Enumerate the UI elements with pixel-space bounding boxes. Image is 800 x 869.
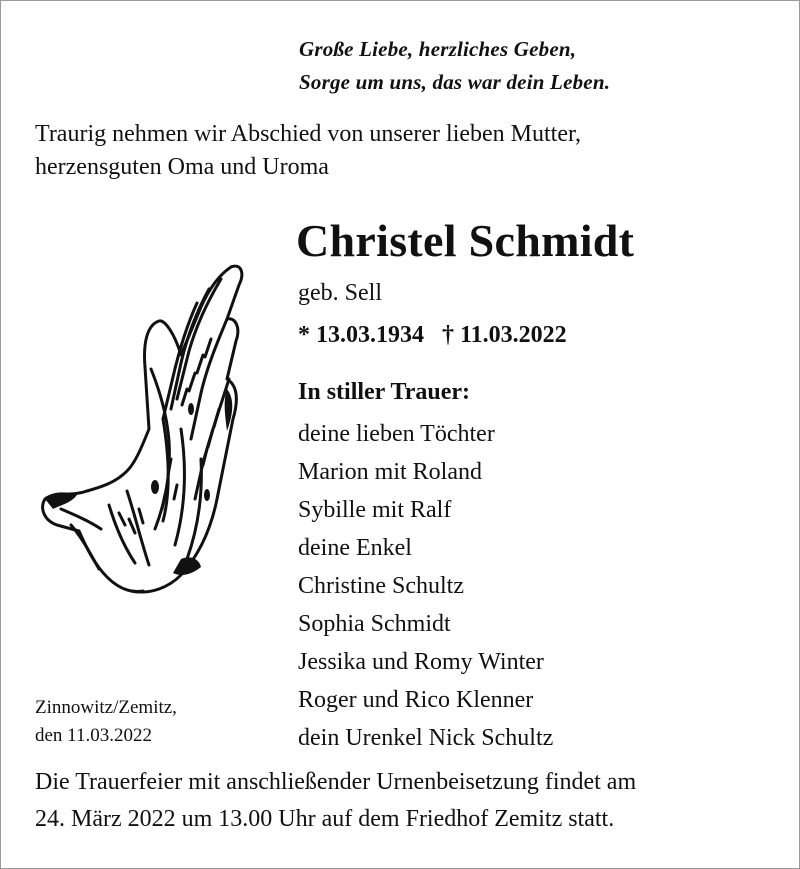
deceased-name: Christel Schmidt <box>296 215 635 266</box>
poem-line-2: Sorge um uns, das war dein Leben. <box>299 70 611 94</box>
intro-line-1: Traurig nehmen wir Abschied von unserer lieben Mutter, <box>35 121 582 147</box>
ceremony-line-1: Die Trauerfeier mit anschließender Urnenbeisetzung findet am <box>35 769 637 795</box>
mourner-line: Jessika und Romy Winter <box>298 649 544 675</box>
poem-line-1: Große Liebe, herzliches Geben, <box>299 37 577 61</box>
praying-hands-icon <box>31 259 251 601</box>
mourner-line: Sybille mit Ralf <box>298 497 452 523</box>
mourner-line: dein Urenkel Nick Schultz <box>298 725 554 751</box>
mourner-line: deine lieben Töchter <box>298 421 495 447</box>
ceremony-line-2: 24. März 2022 um 13.00 Uhr auf dem Friedhof Zemitz statt. <box>35 806 615 832</box>
poem <box>299 33 610 99</box>
mourner-line: Roger und Rico Klenner <box>298 687 534 713</box>
place-and-date <box>35 694 177 750</box>
ceremony-info <box>35 764 636 838</box>
life-dates <box>298 319 567 351</box>
birth-date: * 13.03.1934 <box>298 322 424 348</box>
mourner-line: Christine Schultz <box>298 573 464 599</box>
mourner-line: Sophia Schmidt <box>298 611 451 637</box>
date-line: den 11.03.2022 <box>35 725 152 746</box>
intro-text <box>35 118 581 184</box>
mourner-line: deine Enkel <box>298 535 412 561</box>
intro-line-2: herzensguten Oma und Uroma <box>35 154 329 180</box>
mourners-list <box>298 415 553 757</box>
death-date: † 11.03.2022 <box>442 322 567 348</box>
maiden-name: geb. Sell <box>298 280 382 306</box>
mourning-heading: In stiller Trauer: <box>298 379 470 405</box>
place-line: Zinnowitz/Zemitz, <box>35 697 177 718</box>
mourner-line: Marion mit Roland <box>298 459 482 485</box>
